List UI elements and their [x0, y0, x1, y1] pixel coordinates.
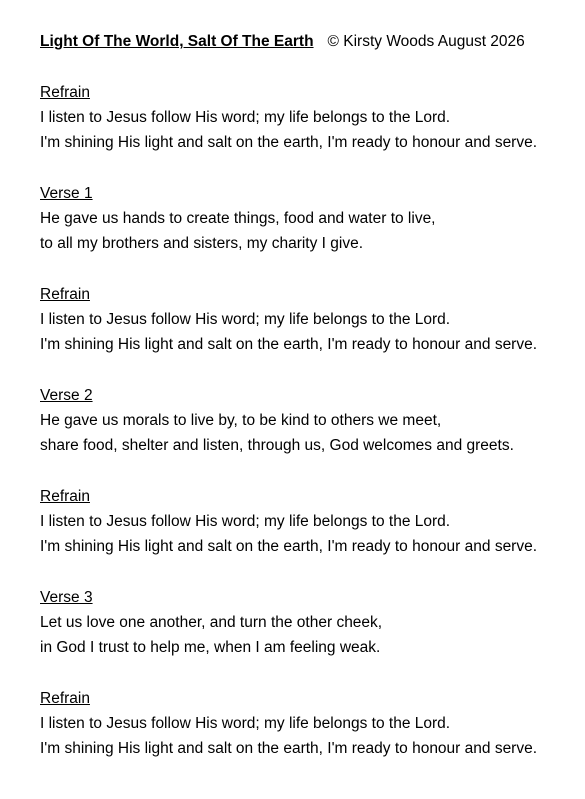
- refrain-section: [40, 282, 570, 357]
- lyric-line: to all my brothers and sisters, my charity I give.: [40, 235, 364, 252]
- lyric-line: in God I trust to help me, when I am feeling weak.: [40, 639, 381, 656]
- verse-3-section: [40, 585, 570, 660]
- section-label: Refrain: [40, 286, 90, 303]
- lyric-line: He gave us hands to create things, food and water to live,: [40, 210, 436, 227]
- lyric-line: I'm shining His light and salt on the earth, I'm ready to honour and serve.: [40, 336, 538, 353]
- lyric-line: I listen to Jesus follow His word; my life belongs to the Lord.: [40, 715, 451, 732]
- section-label: Refrain: [40, 84, 90, 101]
- lyric-line: Let us love one another, and turn the other cheek,: [40, 614, 383, 631]
- copyright-notice: © Kirsty Woods August 2026: [327, 33, 525, 50]
- song-title: Light Of The World, Salt Of The Earth: [40, 33, 314, 50]
- lyric-line: I'm shining His light and salt on the earth, I'm ready to honour and serve.: [40, 538, 538, 555]
- lyric-line: He gave us morals to live by, to be kind to others we meet,: [40, 412, 442, 429]
- verse-2-section: [40, 383, 570, 458]
- lyric-line: share food, shelter and listen, through us, God welcomes and greets.: [40, 437, 514, 454]
- section-label: Verse 2: [40, 387, 93, 404]
- section-label: Refrain: [40, 488, 90, 505]
- lyrics-document: [40, 30, 570, 761]
- lyric-line: I listen to Jesus follow His word; my life belongs to the Lord.: [40, 109, 451, 126]
- refrain-section: [40, 686, 570, 761]
- lyric-line: I listen to Jesus follow His word; my life belongs to the Lord.: [40, 311, 451, 328]
- refrain-section: [40, 484, 570, 559]
- refrain-section: [40, 80, 570, 155]
- lyric-line: I'm shining His light and salt on the earth, I'm ready to honour and serve.: [40, 740, 538, 757]
- lyric-line: I listen to Jesus follow His word; my life belongs to the Lord.: [40, 513, 451, 530]
- lyric-line: I'm shining His light and salt on the earth, I'm ready to honour and serve.: [40, 134, 538, 151]
- section-label: Refrain: [40, 690, 90, 707]
- verse-1-section: [40, 181, 570, 256]
- section-label: Verse 1: [40, 185, 93, 202]
- document-header: [40, 30, 570, 54]
- section-label: Verse 3: [40, 589, 93, 606]
